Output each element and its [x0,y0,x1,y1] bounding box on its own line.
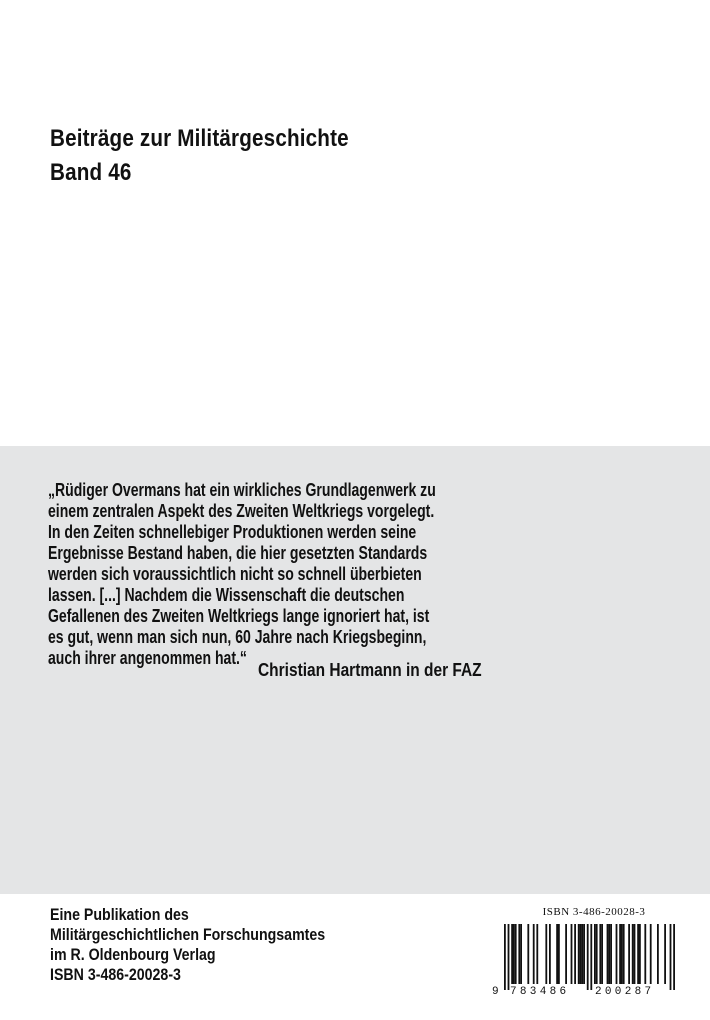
publisher-line-2: Militärgeschichtlichen Forschungsamtes [50,926,326,944]
series-title [50,122,349,190]
barcode-bar [621,924,623,984]
barcode-bar [565,924,567,984]
barcode-right-digits: 200287 [595,986,655,998]
publisher-line-1: Eine Publikation des [50,906,189,924]
barcode-isbn-label: ISBN 3-486-20028-3 [542,906,646,918]
barcode-bar [637,924,639,984]
barcode-bar [601,924,603,984]
barcode-bar [634,924,636,984]
barcode-bar [639,924,641,984]
barcode-bar [587,924,589,990]
barcode-left-digits: 783486 [510,986,570,998]
review-quote: „Rüdiger Overmans hat ein wirkliches Grundlagenwerk zu einem zentralen Aspekt des Zweiten Weltkriegs vorgelegt. In den Zeiten schnellebiger Produktionen werden seine Ergebnisse Bestand haben, die hier gesetzten Standards werden sich voraussichtlich nicht so schnell überbieten lassen. [...] Nachdem die Wissenschaft die deutschen Gefallenen des Zweiten Weltkriegs lange ignoriert hat, ist es gut, wenn man sich nun, 60 Jahre nach Kriegsbeginn, auch ihrer angenommen hat.“ [48,480,436,668]
barcode-bar [673,924,675,990]
barcode-bar [670,924,672,990]
barcode-bar [515,924,517,984]
barcode-bars [492,924,682,990]
publisher-info [50,905,325,985]
barcode-bar [664,924,666,984]
barcode-bar [574,924,576,984]
barcode-bar [650,924,652,984]
barcode-bar [608,924,610,984]
publisher-line-3: im R. Oldenbourg Verlag [50,946,216,964]
barcode-bar [556,924,558,984]
barcode-bar [520,924,522,984]
barcode-bar [610,924,612,984]
barcode-bar [599,924,601,984]
publisher-isbn: ISBN 3-486-20028-3 [50,966,181,984]
barcode-bar [533,924,535,984]
barcode-bar [513,924,515,984]
barcode-first-digit: 9 [492,986,499,998]
barcode-bar [596,924,598,984]
barcode-bar [527,924,529,984]
barcode-bar [536,924,538,984]
barcode-bar [511,924,513,984]
barcode-bar [594,924,596,984]
barcode-bar [545,924,547,984]
barcode-bar [581,924,583,984]
barcode-bar [518,924,520,984]
barcode-bar [583,924,585,984]
barcode-bar [590,924,592,990]
barcode-bar [619,924,621,984]
barcode-bar [607,924,609,984]
barcode-bar [632,924,634,984]
barcode-bar [508,924,510,990]
volume-number: Band 46 [50,159,132,186]
barcode-bar [580,924,582,984]
barcode [492,906,682,1002]
barcode-bar [578,924,580,984]
series-name: Beiträge zur Militärgeschichte [50,125,349,152]
barcode-bar [644,924,646,984]
quote-attribution: Christian Hartmann in der FAZ [258,660,482,680]
barcode-digits [492,986,682,1002]
barcode-bar [628,924,630,984]
barcode-bar [549,924,551,984]
barcode-bar [558,924,560,984]
barcode-bar [657,924,659,984]
barcode-bar [623,924,625,984]
barcode-bar [616,924,618,984]
barcode-bar [571,924,573,984]
barcode-bar [504,924,506,990]
